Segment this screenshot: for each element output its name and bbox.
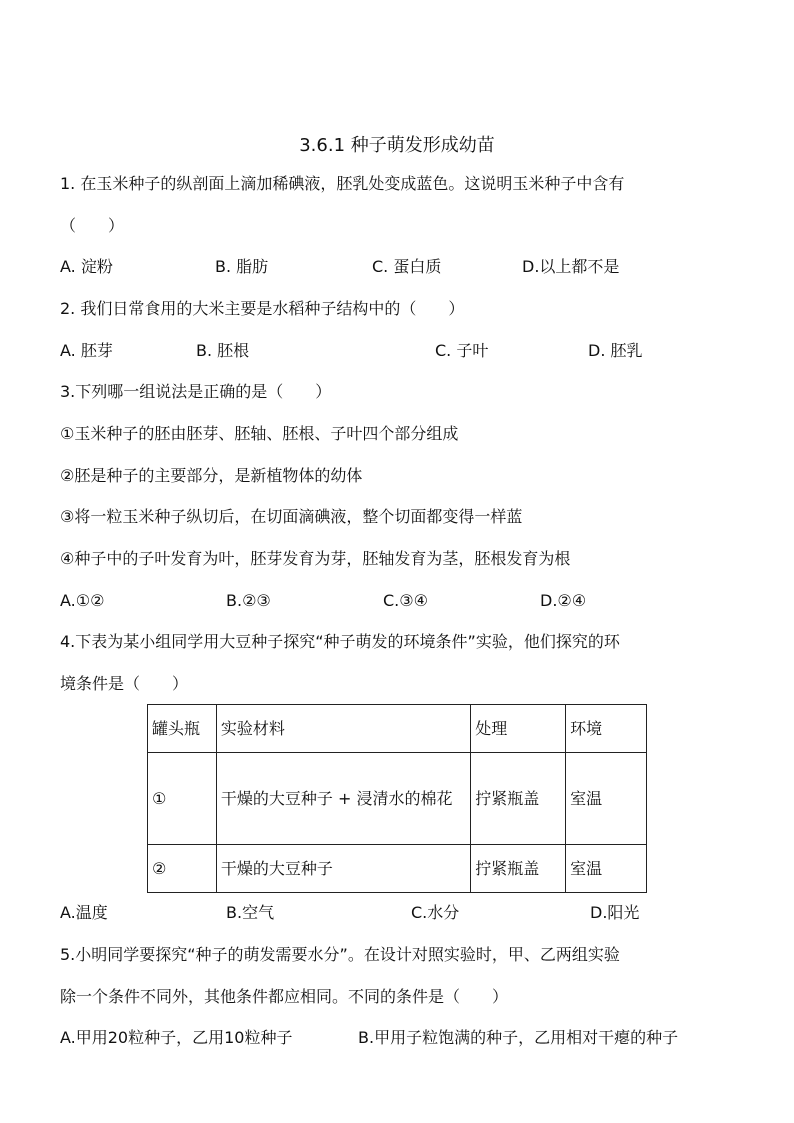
question-3-option-d: D.②④ [540, 591, 587, 610]
page-title: 3.6.1 种子萌发形成幼苗 [299, 135, 495, 156]
question-2-option-c: C. 子叶 [435, 341, 489, 360]
question-4-option-a: A.温度 [60, 903, 108, 922]
table-cell: ② [148, 845, 217, 893]
question-3-statement-4: ④种子中的子叶发育为叶，胚芽发育为芽，胚轴发育为茎，胚根发育为根 [60, 549, 571, 568]
question-3-statement-2: ②胚是种子的主要部分，是新植物体的幼体 [60, 466, 363, 485]
question-1-text: 1. 在玉米种子的纵剖面上滴加稀碘液，胚乳处变成蓝色。这说明玉米种子中含有 [60, 174, 625, 193]
table-row [148, 753, 647, 845]
question-4-text-line-2: 境条件是（ ） [60, 674, 189, 693]
question-5-text-line-1: 5.小明同学要探究“种子的萌发需要水分”。在设计对照实验时，甲、乙两组实验 [60, 945, 620, 964]
question-4-option-b: B.空气 [226, 903, 275, 922]
question-1-option-d: D.以上都不是 [522, 257, 620, 276]
experiment-table [147, 704, 647, 893]
question-3-option-a: A.①② [60, 591, 105, 610]
question-5-text-line-2: 除一个条件不同外，其他条件都应相同。不同的条件是（ ） [60, 987, 509, 1006]
question-1-option-a: A. 淀粉 [60, 257, 113, 276]
table-row [148, 845, 647, 893]
table-cell: 拧紧瓶盖 [471, 753, 566, 845]
table-header-row [148, 705, 647, 753]
question-3-statement-3: ③将一粒玉米种子纵切后，在切面滴碘液，整个切面都变得一样蓝 [60, 507, 523, 526]
question-3-statement-1: ①玉米种子的胚由胚芽、胚轴、胚根、子叶四个部分组成 [60, 424, 459, 443]
question-3-option-b: B.②③ [226, 591, 271, 610]
question-1-blank: （ ） [60, 216, 125, 235]
table-cell: 室温 [566, 753, 647, 845]
table-cell: 拧紧瓶盖 [471, 845, 566, 893]
table-header-cell: 处理 [471, 705, 566, 753]
table-cell: 干燥的大豆种子 [216, 845, 470, 893]
question-4-text-line-1: 4.下表为某小组同学用大豆种子探究“种子萌发的环境条件”实验，他们探究的环 [60, 632, 620, 651]
table-cell: 干燥的大豆种子 + 浸清水的棉花 [216, 753, 470, 845]
question-2-text: 2. 我们日常食用的大米主要是水稻种子结构中的（ ） [60, 299, 465, 318]
question-5-option-a: A.甲用20粒种子，乙用10粒种子 [60, 1028, 293, 1047]
question-5-option-b: B.甲用子粒饱满的种子，乙用相对干瘪的种子 [358, 1028, 679, 1047]
question-3-text: 3.下列哪一组说法是正确的是（ ） [60, 382, 332, 401]
question-2-option-a: A. 胚芽 [60, 341, 113, 360]
table-cell: 室温 [566, 845, 647, 893]
question-2-option-b: B. 胚根 [196, 341, 250, 360]
question-4-option-c: C.水分 [411, 903, 460, 922]
table-cell: ① [148, 753, 217, 845]
table-header-cell: 环境 [566, 705, 647, 753]
question-1-option-b: B. 脂肪 [215, 257, 269, 276]
question-1-option-c: C. 蛋白质 [372, 257, 442, 276]
table-header-cell: 实验材料 [216, 705, 470, 753]
question-3-option-c: C.③④ [383, 591, 428, 610]
question-2-option-d: D. 胚乳 [588, 341, 643, 360]
question-4-option-d: D.阳光 [590, 903, 640, 922]
table-header-cell: 罐头瓶 [148, 705, 217, 753]
